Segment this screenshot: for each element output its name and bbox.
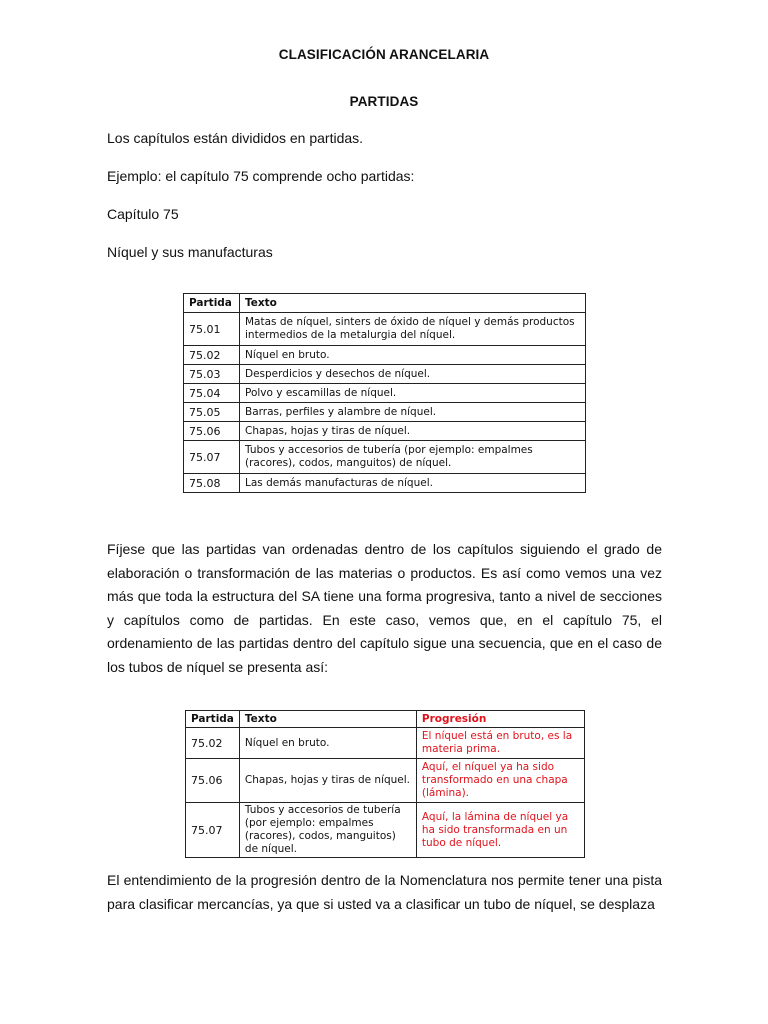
partida-text: Tubos y accesorios de tubería (por ejemplo: empalmes (racores), codos, manguitos) de níquel. [239, 803, 416, 858]
table-row [186, 759, 585, 803]
table-row [184, 346, 586, 365]
partida-text: Níquel en bruto. [240, 346, 586, 365]
progression-text: El níquel está en bruto, es la materia prima. [416, 728, 584, 759]
column-header: Texto [240, 294, 586, 313]
table-row [184, 422, 586, 441]
table-row [184, 441, 586, 474]
partida-code: 75.04 [184, 384, 240, 403]
partida-text: Chapas, hojas y tiras de níquel. [240, 422, 586, 441]
table-row [184, 365, 586, 384]
column-header: Partida [184, 294, 240, 313]
intro-line-1: Los capítulos están divididos en partidas. [107, 130, 364, 146]
partida-text: Desperdicios y desechos de níquel. [240, 365, 586, 384]
partida-code: 75.02 [184, 346, 240, 365]
progresion-table [185, 710, 585, 858]
intro-line-2: Ejemplo: el capítulo 75 comprende ocho partidas: [107, 168, 415, 184]
partida-text: Polvo y escamillas de níquel. [240, 384, 586, 403]
intro-line-3: Capítulo 75 [107, 206, 179, 222]
partida-text: Barras, perfiles y alambre de níquel. [240, 403, 586, 422]
table-row [186, 728, 585, 759]
table-row [184, 313, 586, 346]
page-title: CLASIFICACIÓN ARANCELARIA [278, 47, 490, 62]
partida-code: 75.08 [184, 474, 240, 493]
table-row [186, 803, 585, 858]
partida-code: 75.03 [184, 365, 240, 384]
table-row [184, 474, 586, 493]
progression-text: Aquí, la lámina de níquel ya ha sido transformada en un tubo de níquel. [416, 803, 584, 858]
table-row [184, 403, 586, 422]
partida-text: Níquel en bruto. [239, 728, 416, 759]
column-header: Texto [239, 711, 416, 728]
partida-text: Matas de níquel, sinters de óxido de níquel y demás productos intermedios de la metalurgia del níquel. [240, 313, 586, 346]
body-paragraph-2: El entendimiento de la progresión dentro de la Nomenclatura nos permite tener una pista para clasificar mercancías, ya que si usted va a clasificar un tubo de níquel, se desplaza [107, 872, 662, 912]
table-header-row [186, 711, 585, 728]
partida-code: 75.01 [184, 313, 240, 346]
intro-line-4: Níquel y sus manufacturas [107, 244, 273, 260]
body-paragraph-1: Fíjese que las partidas van ordenadas dentro de los capítulos siguiendo el grado de elaboración o transformación de las materias o productos. Es así como vemos una vez más que toda la estructura del SA tiene una forma progresiva, tanto a nivel de secciones y capítulos como de partidas. En este caso, vemos que, en el capítulo 75, el ordenamiento de las partidas dentro del capítulo sigue una secuencia, que en el caso de los tubos de níquel se presenta así: [107, 541, 662, 675]
section-title: PARTIDAS [349, 94, 419, 109]
column-header: Progresión [416, 711, 584, 728]
partida-code: 75.02 [186, 728, 240, 759]
table-row [184, 384, 586, 403]
partidas-table [183, 293, 586, 493]
partida-code: 75.07 [184, 441, 240, 474]
partida-text: Tubos y accesorios de tubería (por ejemplo: empalmes (racores), codos, manguitos) de níquel. [240, 441, 586, 474]
partida-code: 75.06 [186, 759, 240, 803]
partida-code: 75.06 [184, 422, 240, 441]
partida-text: Chapas, hojas y tiras de níquel. [239, 759, 416, 803]
partida-code: 75.07 [186, 803, 240, 858]
progression-text: Aquí, el níquel ya ha sido transformado en una chapa (lámina). [416, 759, 584, 803]
table-header-row [184, 294, 586, 313]
partida-text: Las demás manufacturas de níquel. [240, 474, 586, 493]
partida-code: 75.05 [184, 403, 240, 422]
column-header: Partida [186, 711, 240, 728]
